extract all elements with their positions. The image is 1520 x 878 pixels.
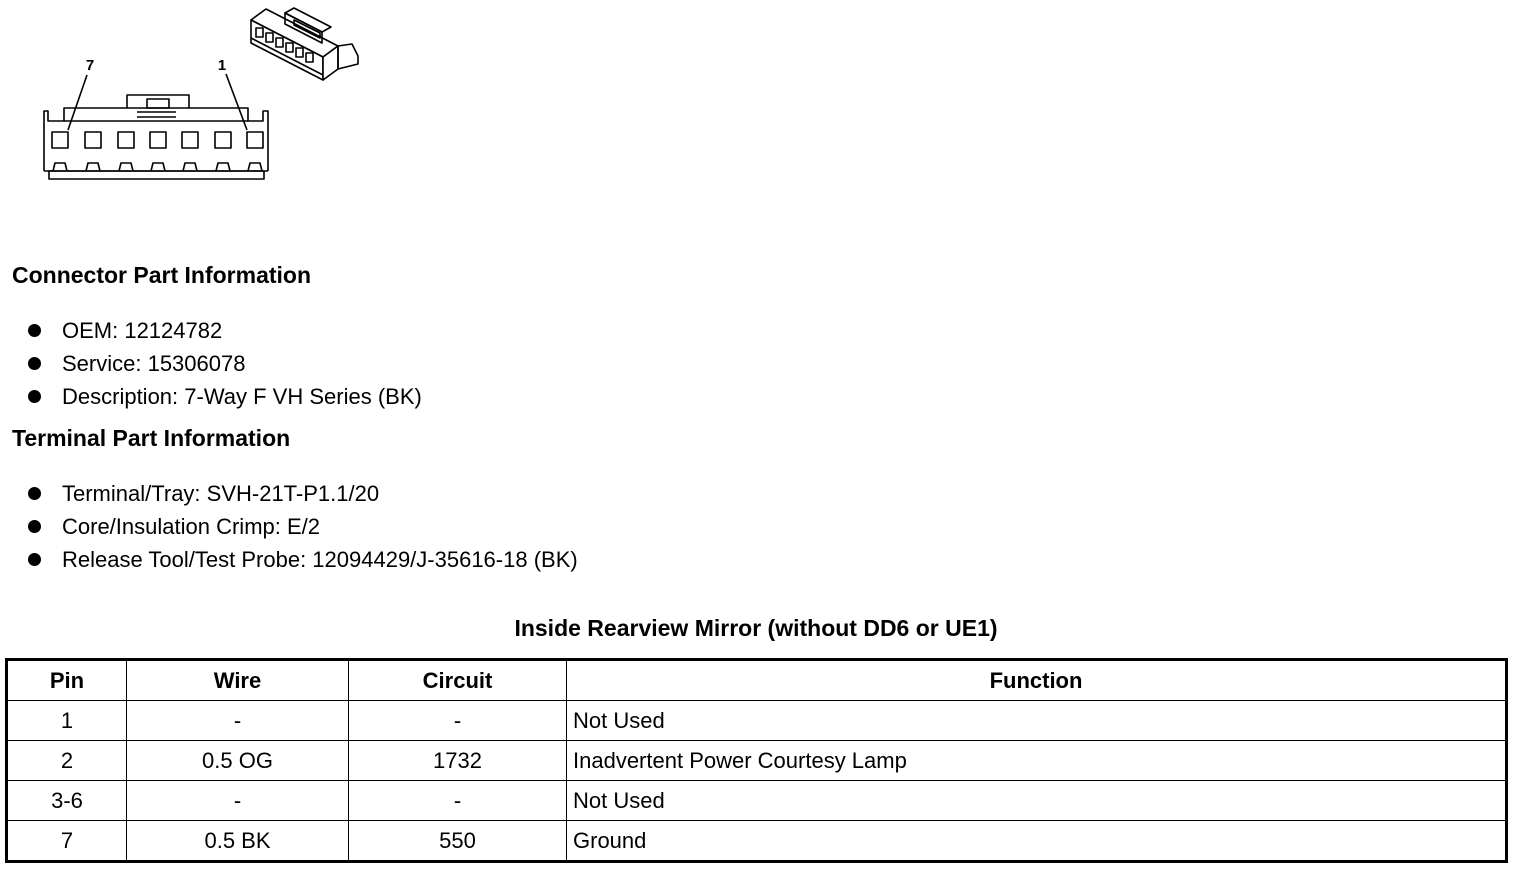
- connector-diagram: [0, 0, 380, 200]
- bullet-icon: [28, 324, 41, 337]
- cell-circuit: 550: [349, 821, 567, 862]
- table-header-row: [7, 660, 1507, 701]
- cell-function: Ground: [567, 821, 1507, 862]
- pin-label-1: 1: [217, 57, 227, 74]
- connector-part-info-heading: Connector Part Information: [12, 262, 312, 288]
- table-title: Inside Rearview Mirror (without DD6 or UE1): [514, 615, 998, 641]
- pinout-table: [5, 658, 1508, 863]
- cell-function: Not Used: [567, 781, 1507, 821]
- pin-cavity-7: [52, 132, 68, 148]
- cell-function: Not Used: [567, 701, 1507, 741]
- list-item: [28, 314, 422, 347]
- connector-part-info-list: [28, 314, 422, 413]
- cell-circuit: 1732: [349, 741, 567, 781]
- list-item: [28, 477, 578, 510]
- pin-cavity-1: [247, 132, 263, 148]
- bullet-icon: [28, 520, 41, 533]
- table-row: [7, 741, 1507, 781]
- connector-face-view: [44, 74, 268, 179]
- terminal-part-info-list: [28, 477, 578, 576]
- cell-wire: 0.5 OG: [127, 741, 349, 781]
- pin-label-7: 7: [85, 57, 95, 74]
- bullet-icon: [28, 390, 41, 403]
- cell-function: Inadvertent Power Courtesy Lamp: [567, 741, 1507, 781]
- cell-wire: -: [127, 781, 349, 821]
- terminal-part-info-heading: Terminal Part Information: [12, 425, 291, 451]
- header-wire: Wire: [127, 660, 349, 701]
- pin-cavity-5: [118, 132, 134, 148]
- list-item: [28, 510, 578, 543]
- bullet-icon: [28, 357, 41, 370]
- oem-number: OEM: 12124782: [62, 318, 223, 343]
- cell-pin: 3-6: [7, 781, 127, 821]
- cell-wire: -: [127, 701, 349, 741]
- header-pin: Pin: [7, 660, 127, 701]
- table-row: [7, 821, 1507, 862]
- table-row: [7, 701, 1507, 741]
- service-number: Service: 15306078: [62, 351, 246, 376]
- pin-cavity-6: [85, 132, 101, 148]
- header-function: Function: [567, 660, 1507, 701]
- cell-wire: 0.5 BK: [127, 821, 349, 862]
- pin-cavity-3: [182, 132, 198, 148]
- list-item: [28, 543, 578, 576]
- cell-pin: 7: [7, 821, 127, 862]
- bullet-icon: [28, 487, 41, 500]
- release-tool-test-probe: Release Tool/Test Probe: 12094429/J-35616-18 (BK): [62, 547, 578, 572]
- bullet-icon: [28, 553, 41, 566]
- pin-cavity-4: [150, 132, 166, 148]
- list-item: [28, 380, 422, 413]
- cell-circuit: -: [349, 781, 567, 821]
- table-row: [7, 781, 1507, 821]
- core-insulation-crimp: Core/Insulation Crimp: E/2: [62, 514, 320, 539]
- list-item: [28, 347, 422, 380]
- cell-pin: 2: [7, 741, 127, 781]
- terminal-tray: Terminal/Tray: SVH-21T-P1.1/20: [62, 481, 380, 506]
- connector-isometric-icon: [251, 8, 358, 80]
- connector-description: Description: 7-Way F VH Series (BK): [62, 384, 422, 409]
- pin-cavity-2: [215, 132, 231, 148]
- cell-pin: 1: [7, 701, 127, 741]
- cell-circuit: -: [349, 701, 567, 741]
- header-circuit: Circuit: [349, 660, 567, 701]
